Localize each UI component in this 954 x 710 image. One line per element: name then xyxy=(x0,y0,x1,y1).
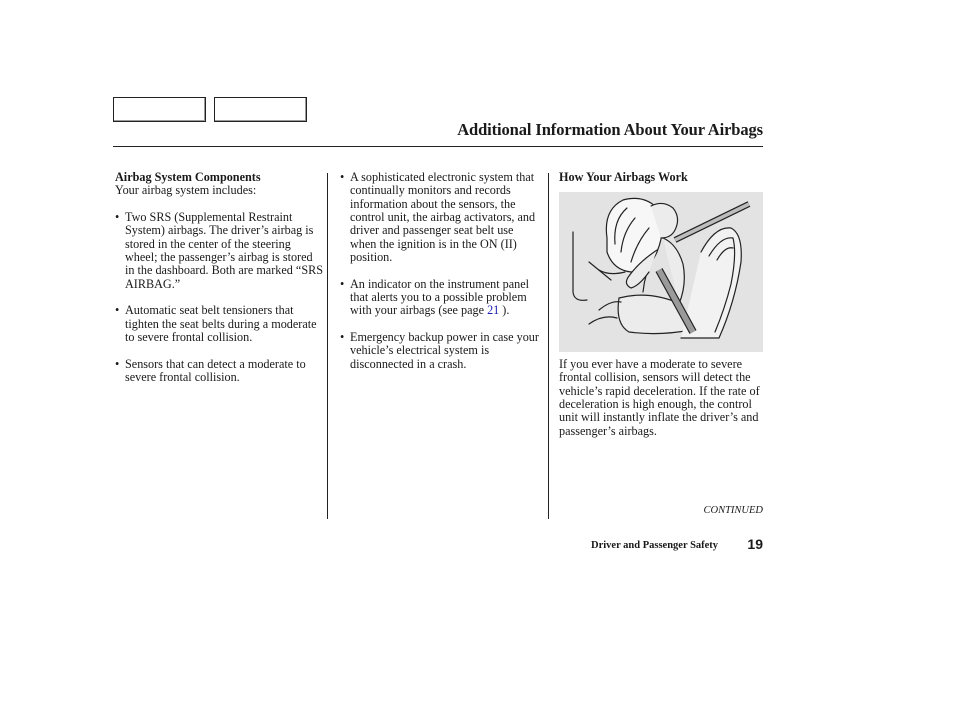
right-column xyxy=(559,171,763,184)
bullet-icon: • xyxy=(340,170,345,184)
indicator-text-end: ). xyxy=(499,303,510,318)
bullet-icon: • xyxy=(115,303,120,318)
nav-previous-button[interactable] xyxy=(113,97,206,122)
column-divider-2 xyxy=(548,173,549,519)
list-item: • Sensors that can detect a moderate to severe frontal collision. xyxy=(115,356,306,385)
bullet-icon: • xyxy=(340,276,345,291)
components-intro: Your airbag system includes: xyxy=(115,183,257,198)
how-airbags-work-text: If you ever have a moderate to severe frontal collision, sensors will detect the vehicle’s rapid deceleration. If the rate of deceleration is high enough, the control unit will instantly inflate the driver’s and passenger’s airbags. xyxy=(559,357,760,438)
indicator-text: An indicator on the instrument panel that alerts you to a possible problem with your airbags (see page xyxy=(350,276,530,318)
components-heading: Airbag System Components xyxy=(115,170,261,184)
list-item: • Automatic seat belt tensioners that tighten the seat belts during a moderate to severe frontal collision. xyxy=(115,303,317,345)
components-list xyxy=(115,211,323,384)
airbag-occupant-icon xyxy=(559,192,763,352)
list-item: • Emergency backup power in case your vehicle’s electrical system is disconnected in a crash. xyxy=(340,330,539,371)
list-item: • Two SRS (Supplemental Restraint System) airbags. The driver’s airbag is stored in the center of the steering wheel; the passenger’s airbag is stored in the dashboard. Both are marked “SRS AIRBAG.” xyxy=(115,210,324,291)
page-number: 19 xyxy=(747,536,763,552)
how-airbags-work-heading: How Your Airbags Work xyxy=(559,170,688,184)
page-link[interactable]: 21 xyxy=(487,303,500,318)
bullet-icon: • xyxy=(115,210,120,225)
title-divider xyxy=(113,146,763,147)
section-footer-label: Driver and Passenger Safety xyxy=(591,540,719,551)
list-item xyxy=(340,278,540,318)
list-item: • A sophisticated electronic system that continually monitors and records information about the sensors, the control unit, the airbag activators, and driver and passenger seat belt use when the ignition is in the ON (II) position. xyxy=(340,170,536,265)
bullet-icon: • xyxy=(340,330,345,345)
page-title: Additional Information About Your Airbags xyxy=(457,120,763,139)
right-column-body xyxy=(559,358,763,438)
left-column xyxy=(115,171,323,385)
bullet-icon: • xyxy=(115,356,120,371)
airbag-illustration xyxy=(559,192,763,352)
continued-label: CONTINUED xyxy=(703,505,763,516)
nav-next-button[interactable] xyxy=(214,97,307,122)
middle-column xyxy=(340,171,540,371)
column-divider-1 xyxy=(327,173,328,519)
